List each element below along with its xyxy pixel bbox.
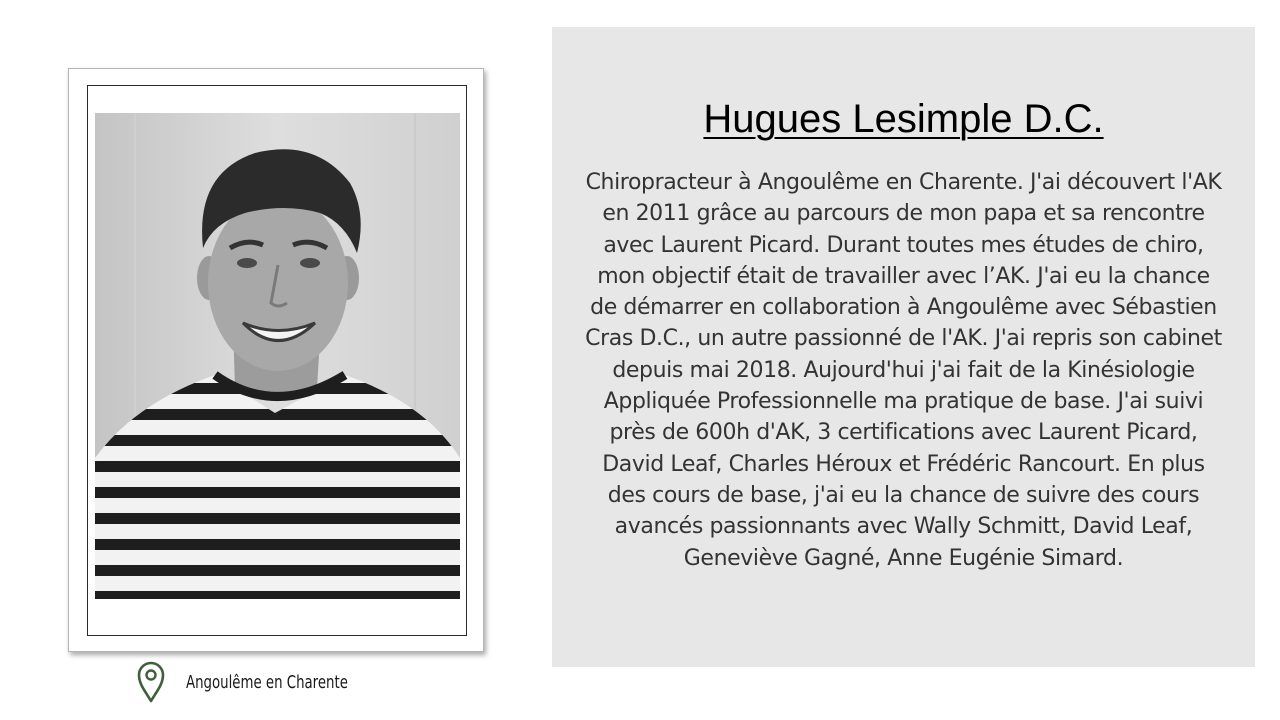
profile-bio: Chiropracteur à Angoulême en Charente. J'ai découvert l'AK en 2011 grâce au parcours de mon papa et sa rencontre avec Laurent Picard. Durant toutes mes études de chiro, mon objectif était de travailler avec l’AK. J'ai eu la chance de démarrer en collaboration à Angoulême avec Sébastien Cras D.C., un autre passionné de l'AK. J'ai repris son cabinet depuis mai 2018. Aujourd'hui j'ai fait de la Kinésiologie Appliquée Professionnelle ma pratique de base. J'ai suivi près de 600h d'AK, 3 certifications avec Laurent Picard, David Leaf, Charles Héroux et Frédéric Rancourt. En plus des cours de base, j'ai eu la chance de suivre des cours avancés passionnants avec Wally Schmitt, David Leaf, Geneviève Gagné, Anne Eugénie Simard. [585,170,1222,571]
location-row [136,660,405,704]
location-label: Angoulême en Charente [186,671,348,693]
photo-frame [68,68,484,652]
photo-inner-border [87,85,467,636]
portrait-illustration [95,113,460,599]
map-pin-icon [136,660,166,704]
portrait-photo [95,113,460,599]
bio-panel [552,27,1255,667]
profile-name: Hugues Lesimple D.C. [703,97,1104,141]
